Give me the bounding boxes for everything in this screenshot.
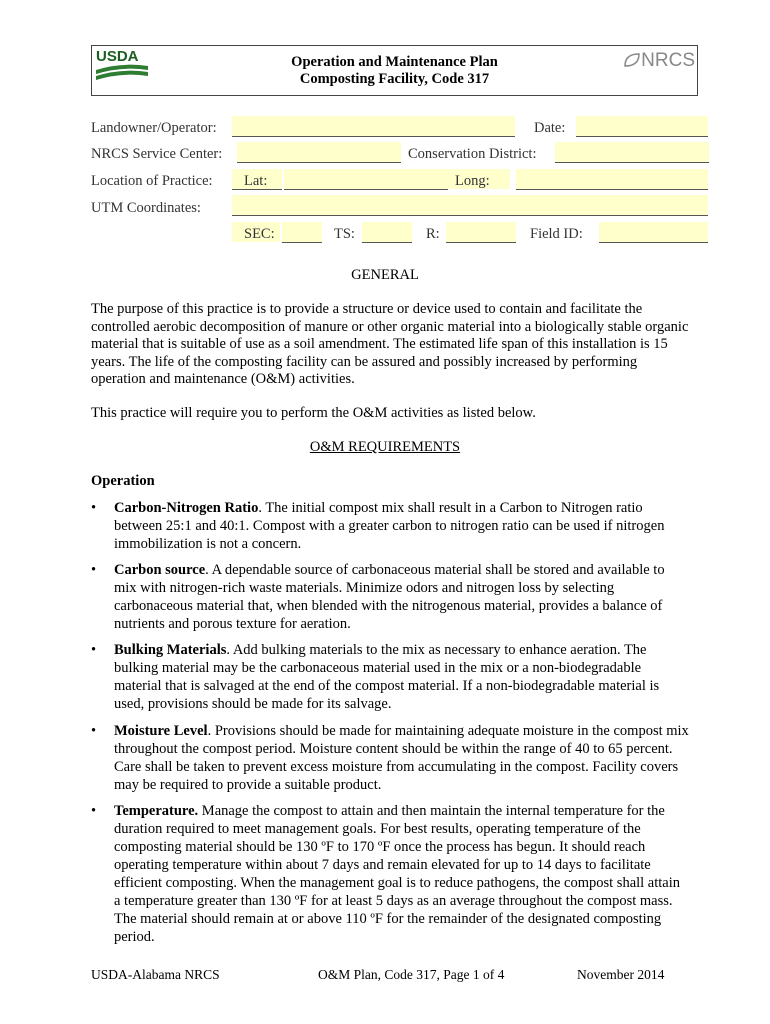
nrcs-logo: NRCS [623, 50, 695, 72]
usda-logo-text: USDA [96, 48, 139, 65]
utm-label: UTM Coordinates: [91, 200, 201, 216]
header-box [91, 45, 698, 96]
long-label: Long: [455, 173, 490, 189]
sec-label: SEC: [244, 226, 275, 242]
utm-field[interactable] [232, 195, 708, 216]
r-field[interactable] [446, 222, 516, 243]
landowner-label: Landowner/Operator: [91, 120, 217, 136]
r-label: R: [426, 226, 440, 242]
bullet-icon: • [91, 500, 97, 516]
long-field[interactable] [516, 169, 708, 190]
district-field[interactable] [555, 142, 709, 163]
ts-field[interactable] [362, 222, 412, 243]
bullet-icon: • [91, 642, 97, 658]
service-center-field[interactable] [237, 142, 401, 163]
district-label: Conservation District: [408, 146, 537, 162]
date-label: Date: [534, 120, 566, 136]
general-paragraph-2: This practice will require you to perform the O&M activities as listed below. [91, 405, 536, 421]
lat-label: Lat: [244, 173, 268, 189]
footer-right: November 2014 [577, 967, 665, 982]
bullet-icon: • [91, 803, 97, 819]
footer-center: O&M Plan, Code 317, Page 1 of 4 [318, 967, 505, 982]
field-id-field[interactable] [599, 222, 708, 243]
operation-heading: Operation [91, 473, 155, 489]
bullet-icon: • [91, 723, 97, 739]
lat-field[interactable] [284, 169, 448, 190]
nrcs-leaf-icon [623, 52, 641, 68]
date-field[interactable] [576, 116, 708, 137]
ts-label: TS: [334, 226, 355, 242]
location-label: Location of Practice: [91, 173, 213, 189]
general-paragraph-1: The purpose of this practice is to provide a structure or device used to contain and facilitate the controlled aerobic decomposition of manure or other organic material into a biologically stable organic material that is suitable of use as a soil amendment. The estimated life span of this installation is 15 years. The life of the composting facility can be assured and possibly increased by performing operation and maintenance (O&M) activities. [91, 301, 689, 387]
landowner-field[interactable] [232, 116, 515, 137]
bullet-icon: • [91, 562, 97, 578]
general-heading: GENERAL [351, 267, 419, 283]
requirements-heading: O&M REQUIREMENTS [309, 439, 461, 455]
field-id-label: Field ID: [530, 226, 583, 242]
footer-left: USDA-Alabama NRCS [91, 967, 220, 982]
page-title: Operation and Maintenance Plan Composting Facility, Code 317 [291, 54, 498, 87]
sec-field[interactable] [282, 222, 322, 243]
service-center-label: NRCS Service Center: [91, 146, 223, 162]
